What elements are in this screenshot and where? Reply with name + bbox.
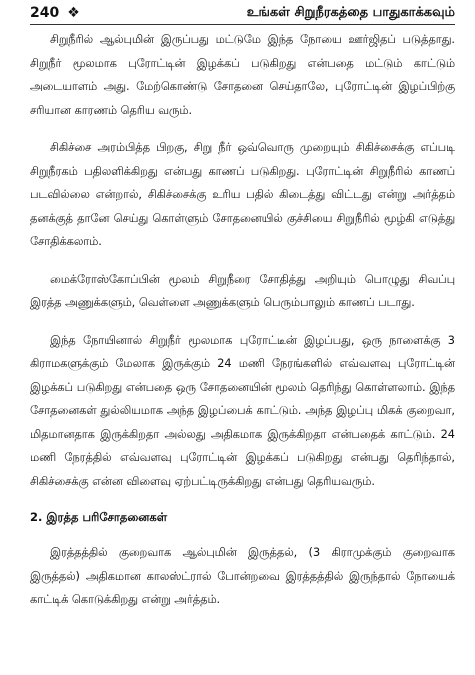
page-header (30, 3, 455, 23)
page-number: 240 (30, 5, 60, 21)
page-body (30, 28, 455, 622)
header-rule (30, 24, 455, 25)
paragraph-1: சிறுநீரில் ஆல்புமின் இருப்பது மட்டுமே இந்த நோயை ஊர்ஜிதப் படுத்தாது. சிறுநீர் மூலமாக புரோட்டின் இழக்கப் படுகிறது என்பதை மட்டும் காட்டும் அடையாளம் அது. மேற்கொண்டு சோதனை செய்தாலே, புரோட்டின் இழப்பிற்கு சரியான காரணம் தெரிய வரும். (30, 33, 455, 117)
section-paragraph: இரத்தத்தில் குறைவாக ஆல்புமின் இருத்தல், (3 கிராமுக்கும் குறைவாக இருத்தல்) அதிகமான காலஸ்ட்ரால் போன்றவை இரத்தத்தில் இருந்தால் நோயைக் காட்டிக் கொடுக்கிறது என்று அர்த்தம். (30, 546, 455, 606)
section-heading: 2. இரத்த பரிசோதனைகள் (30, 510, 168, 524)
paragraph-2: சிகிச்சை அரம்பித்த பிறகு, சிறு நீர் ஒவ்வொரு முறையும் சிகிச்சைக்கு எப்படி சிறுநீரகம் பதிலளிக்கிறது என்பது காணப் படுகிறது. புரோட்டின் சிறுநீரில் காணப் படவில்லை என்றால், சிகிச்சைக்கு உரிய பதில் கிடைத்து விட்டது என்று அர்த்தம் தனக்குத் தானே செய்து கொள்ளும் சோதனையில் குச்சியை சிறுநீரில் மூழ்கி எடுத்து சோதிக்கலாம். (30, 141, 455, 248)
diamond-ornament-icon: ❖ (67, 5, 80, 21)
paragraph-3: மைக்ரோஸ்கோப்பின் மூலம் சிறுநீரை சோதித்து அறியும் பொழுது சிவப்பு இரத்த அணுக்களும், வெள்ளை அணுக்களும் பெரும்பாலும் காணப் படாது. (30, 272, 455, 309)
running-title: உங்கள் சிறுநீரகத்தை பாதுகாக்கவும் (246, 5, 455, 20)
paragraph-4: இந்த நோயினால் சிறுநீர் மூலமாக புரோட்டீன் இழப்பது, ஒரு நாளைக்கு 3 கிராமகளுக்கும் மேலாக இருக்கும் 24 மணி நேரங்களில் எவ்வளவு புரோட்டின் இழக்கப் படுகிறது என்பதை ஒரு சோதனையின் மூலம் தெரிந்து கொள்ளலாம். இந்த சோதனைகள் துல்லியமாக அந்த இழப்பைக் காட்டும். அந்த இழப்பு மிகக் குறைவா, மிதமானதாக இருக்கிறதா அல்லது அதிகமாக இருக்கிறதா என்பதைக் காட்டும். 24 மணி நேரத்தில் எவ்வளவு புரோட்டின் இழக்கப் படுகிறது என்பது தெரிந்தால், சிகிச்சைக்கு என்ன விளைவு ஏற்பட்டிருக்கிறது என்பது தெரியவரும். (30, 333, 455, 488)
